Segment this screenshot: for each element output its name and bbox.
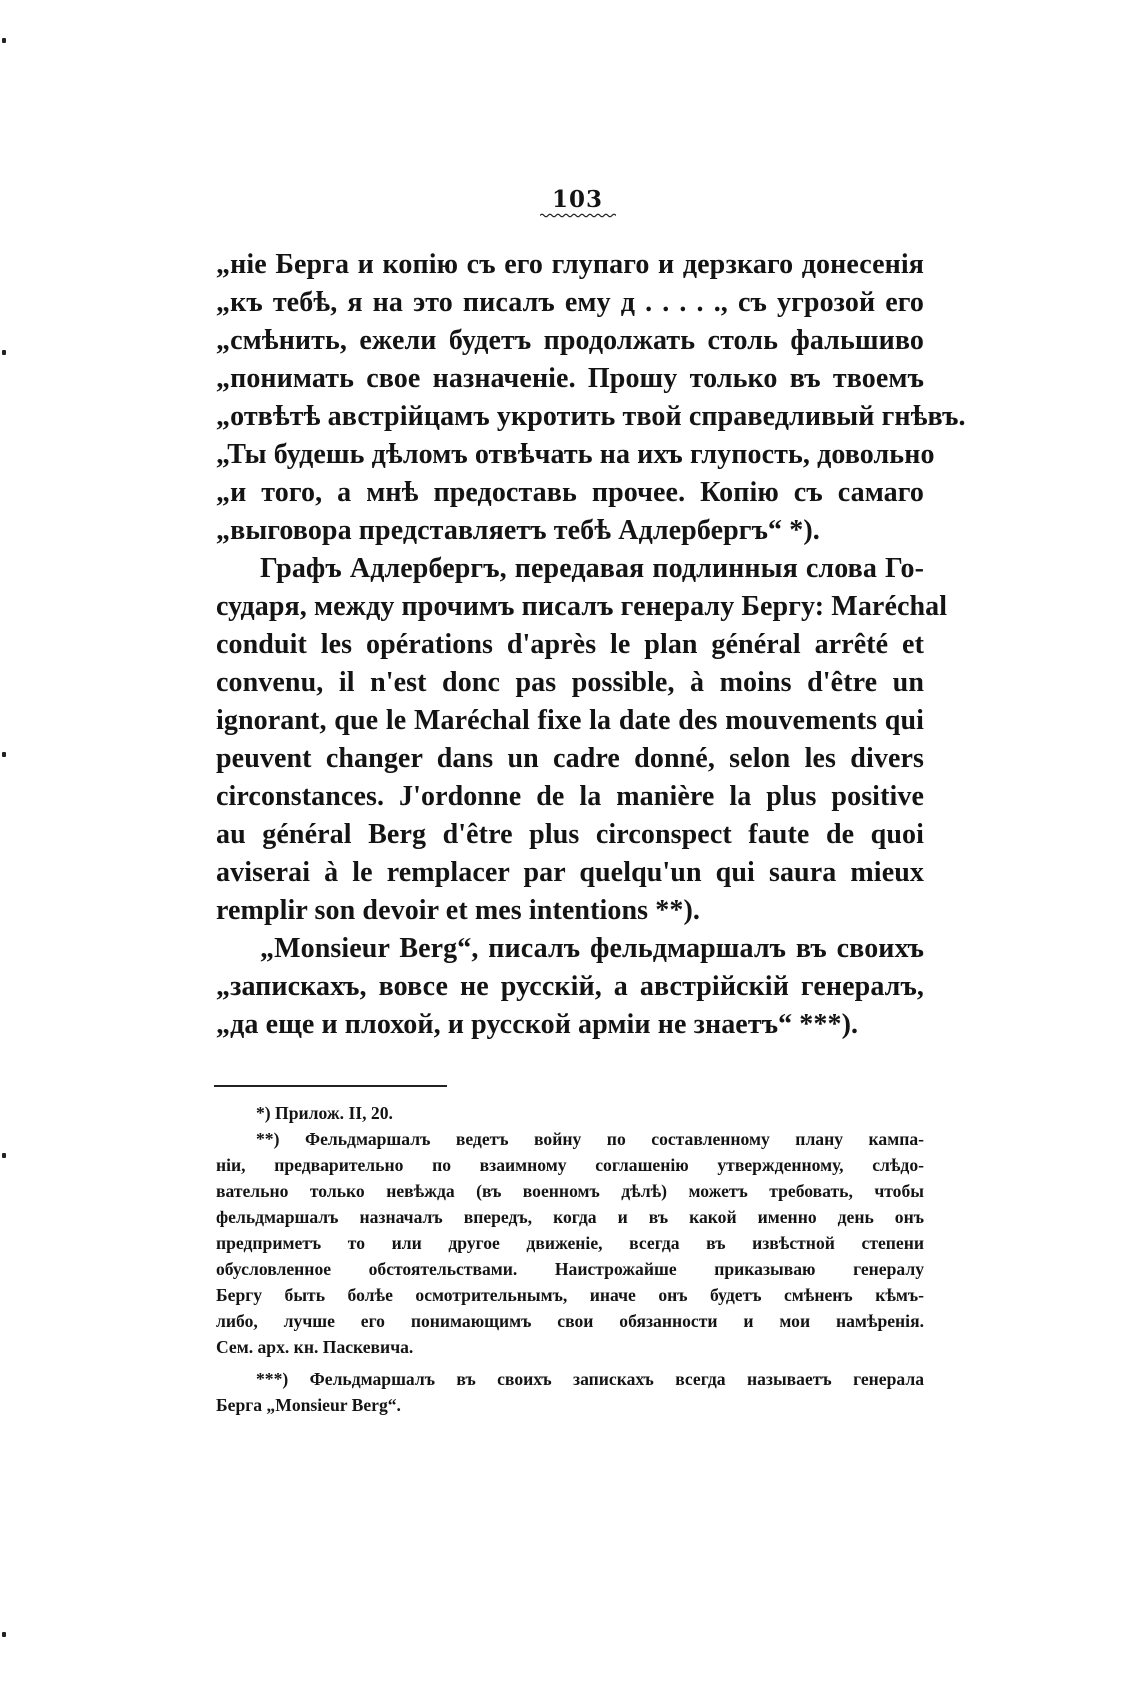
footnote-line: вательно только невѣжда (въ военномъ дѣлѣ) можетъ требовать, чтобы <box>216 1181 924 1201</box>
scan-mark <box>2 1632 6 1637</box>
text-line: aviserai à le remplacer par quelqu'un qui saura mieux <box>216 857 924 888</box>
page-number-wavy-rule <box>540 213 616 218</box>
footnote-line: Бергу быть болѣе осмотрительнымъ, иначе онъ будетъ смѣненъ кѣмъ- <box>216 1285 924 1305</box>
footnote-line: предприметъ то или другое движеніе, всегда въ извѣстной степени <box>216 1233 924 1253</box>
footnote-line: обусловленное обстоятельствами. Наистрожайше приказываю генералу <box>216 1259 924 1279</box>
main-text <box>216 246 966 1044</box>
scan-mark <box>2 350 6 355</box>
text-line: „къ тебѣ, я на это писалъ ему д . . . . ., съ угрозой его <box>216 287 924 318</box>
footnote-line: ***) Фельдмаршалъ въ своихъ запискахъ всегда называетъ генерала <box>256 1369 924 1389</box>
footnote-line: либо, лучше его понимающимъ свои обязанности и мои намѣренія. <box>216 1311 924 1331</box>
footnote-line: Берга „Monsieur Berg“. <box>216 1395 401 1415</box>
text-line: „ніе Берга и копію съ его глупаго и дерзкаго донесенія <box>216 249 924 280</box>
text-line: remplir son devoir et mes intentions **). <box>216 895 700 926</box>
text-line: ignorant, que le Maréchal fixe la date des mouvements qui <box>216 705 924 736</box>
scan-mark <box>2 752 6 757</box>
scan-mark <box>2 38 6 43</box>
footnote-line: ніи, предварительно по взаимному соглашенію утвержденному, слѣдо- <box>216 1155 924 1175</box>
footnote-line: Сем. арх. кн. Паскевича. <box>216 1337 414 1357</box>
text-line: peuvent changer dans un cadre donné, selon les divers <box>216 743 924 774</box>
text-line: circonstances. J'ordonne de la manière la plus positive <box>216 781 924 812</box>
page-number: 103 <box>551 186 603 213</box>
text-line: „понимать свое назначеніе. Прошу только въ твоемъ <box>216 363 924 394</box>
footnote-separator <box>214 1085 447 1087</box>
footnote-line: *) Прилож. II, 20. <box>256 1103 393 1123</box>
text-line: Графъ Адлербергъ, передавая подлинныя слова Го- <box>260 553 924 584</box>
text-line: „да еще и плохой, и русской арміи не знаетъ“ ***). <box>216 1009 859 1040</box>
text-line: convenu, il n'est donc pas possible, à moins d'être un <box>216 667 924 698</box>
text-line: „выговора представляетъ тебѣ Адлербергъ“ *). <box>216 515 820 546</box>
text-line: conduit les opérations d'après le plan général arrêté et <box>216 629 924 660</box>
text-line: сударя, между прочимъ писалъ генералу Бергу: Maréchal <box>216 591 948 622</box>
text-line: „Monsieur Berg“, писалъ фельдмаршалъ въ своихъ <box>260 933 924 964</box>
scan-mark <box>2 1153 6 1158</box>
text-line: „Ты будешь дѣломъ отвѣчать на ихъ глупость, довольно <box>216 439 935 470</box>
footnotes <box>216 1100 924 1418</box>
text-line: „смѣнить, ежели будетъ продолжать столь фальшиво <box>216 325 924 356</box>
text-line: „запискахъ, вовсе не русскій, а австрійскій генералъ, <box>216 971 924 1002</box>
text-line: „отвѣтѣ австрійцамъ укротить твой справедливый гнѣвъ. <box>216 401 966 432</box>
text-line: au général Berg d'être plus circonspect faute de quoi <box>216 819 924 850</box>
footnote-line: **) Фельдмаршалъ ведетъ войну по составленному плану кампа- <box>256 1129 924 1149</box>
text-line: „и того, а мнѣ предоставь прочее. Копію съ самаго <box>216 477 924 508</box>
footnote-line: фельдмаршалъ назначалъ впередъ, когда и въ какой именно день онъ <box>216 1207 924 1227</box>
